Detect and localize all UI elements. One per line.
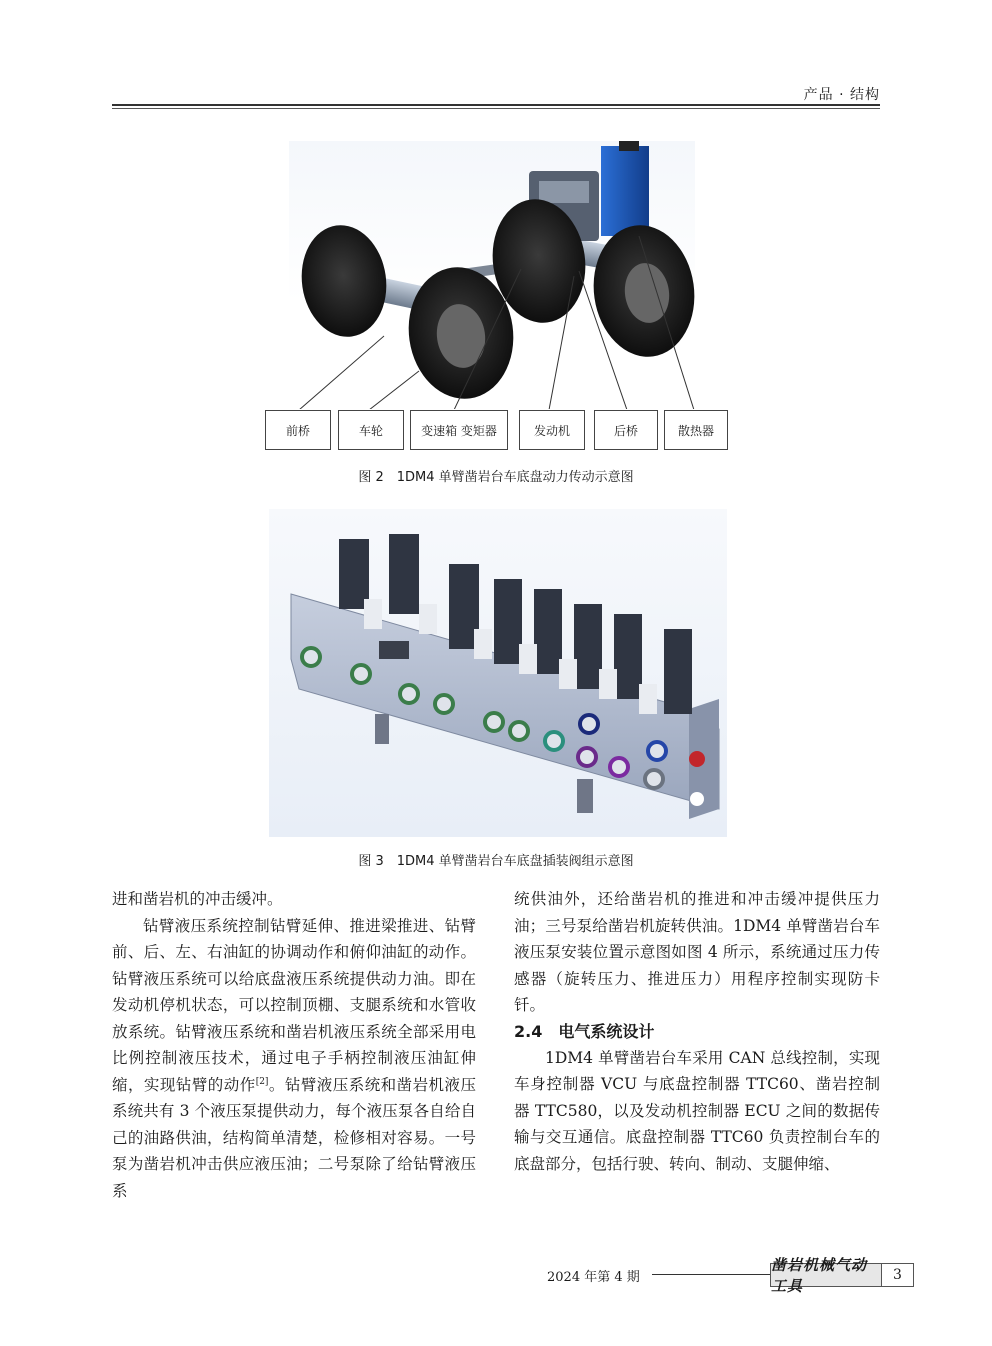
footer-rule [652,1274,770,1275]
label-front-axle: 前桥 [265,410,331,450]
right-column [514,886,880,1177]
valve-block-illustration [269,509,727,837]
section-heading: 2.4 电气系统设计 [514,1021,655,1041]
figure-2-image [289,141,695,409]
chassis-drivetrain-illustration [289,141,695,409]
right-paragraph-2: 1DM4 单臂凿岩台车采用 CAN 总线控制，实现车身控制器 VCU 与底盘控制器 TTC60、凿岩控制器 TTC580，以及发动机控制器 ECU 之间的数据传输与交互通信。底盘控制器 TTC60 负责控制台车的底盘部分，包括行驶、转向、制动、支腿伸缩、 [514,1048,880,1173]
figure-2-caption: 图 2 1DM4 单臂凿岩台车底盘动力传动示意图 [358,470,634,485]
header-rule [112,104,880,106]
label-rear-axle: 后桥 [594,410,658,450]
left-paragraph-2-part-a: 钻臂液压系统控制钻臂延伸、推进梁推进、钻臂前、后、左、右油缸的协调动作和俯仰油缸的动作。钻臂液压系统可以给底盘液压系统提供动力油。即在发动机停机状态，可以控制顶棚、支腿系统和水管收放系统。钻臂液压系统和凿岩机液压系统全部采用电比例控制液压技术，通过电子手柄控制液压油缸伸缩，实现钻臂的动作 [112,916,476,1094]
label-gearbox-converter: 变速箱 变矩器 [410,410,508,450]
left-paragraph-2 [112,913,476,1205]
label-engine: 发动机 [519,410,585,450]
header-rule-thin [112,108,880,109]
left-paragraph-1: 进和凿岩机的冲击缓冲。 [112,890,283,908]
journal-logo: 凿岩机械气动工具 [770,1263,882,1287]
page-number: 3 [882,1263,914,1287]
label-radiator: 散热器 [664,410,728,450]
figure-3-caption: 图 3 1DM4 单臂凿岩台车底盘插装阀组示意图 [358,854,634,869]
section-label: 产品 · 结构 [803,87,880,103]
label-wheel: 车轮 [338,410,404,450]
citation-ref: [2] [255,1076,269,1087]
left-column [112,886,476,1204]
right-paragraph-1: 统供油外，还给凿岩机的推进和冲击缓冲提供压力油；三号泵给凿岩机旋转供油。1DM4 单臂凿岩台车液压泵安装位置示意图如图 4 所示，系统通过压力传感器（旋转压力、推进压力）用程序控制实现防卡钎。 [514,890,880,1014]
left-paragraph-2-part-b: 。钻臂液压系统和凿岩机液压系统共有 3 个液压泵提供动力，每个液压泵各自给自己的油路供油，结构简单清楚，检修相对容易。一号泵为凿岩机冲击供应液压油；二号泵除了给钻臂液压系 [112,1075,476,1200]
issue-label: 2024 年第 4 期 [547,1270,640,1285]
figure-3-image [269,509,727,837]
